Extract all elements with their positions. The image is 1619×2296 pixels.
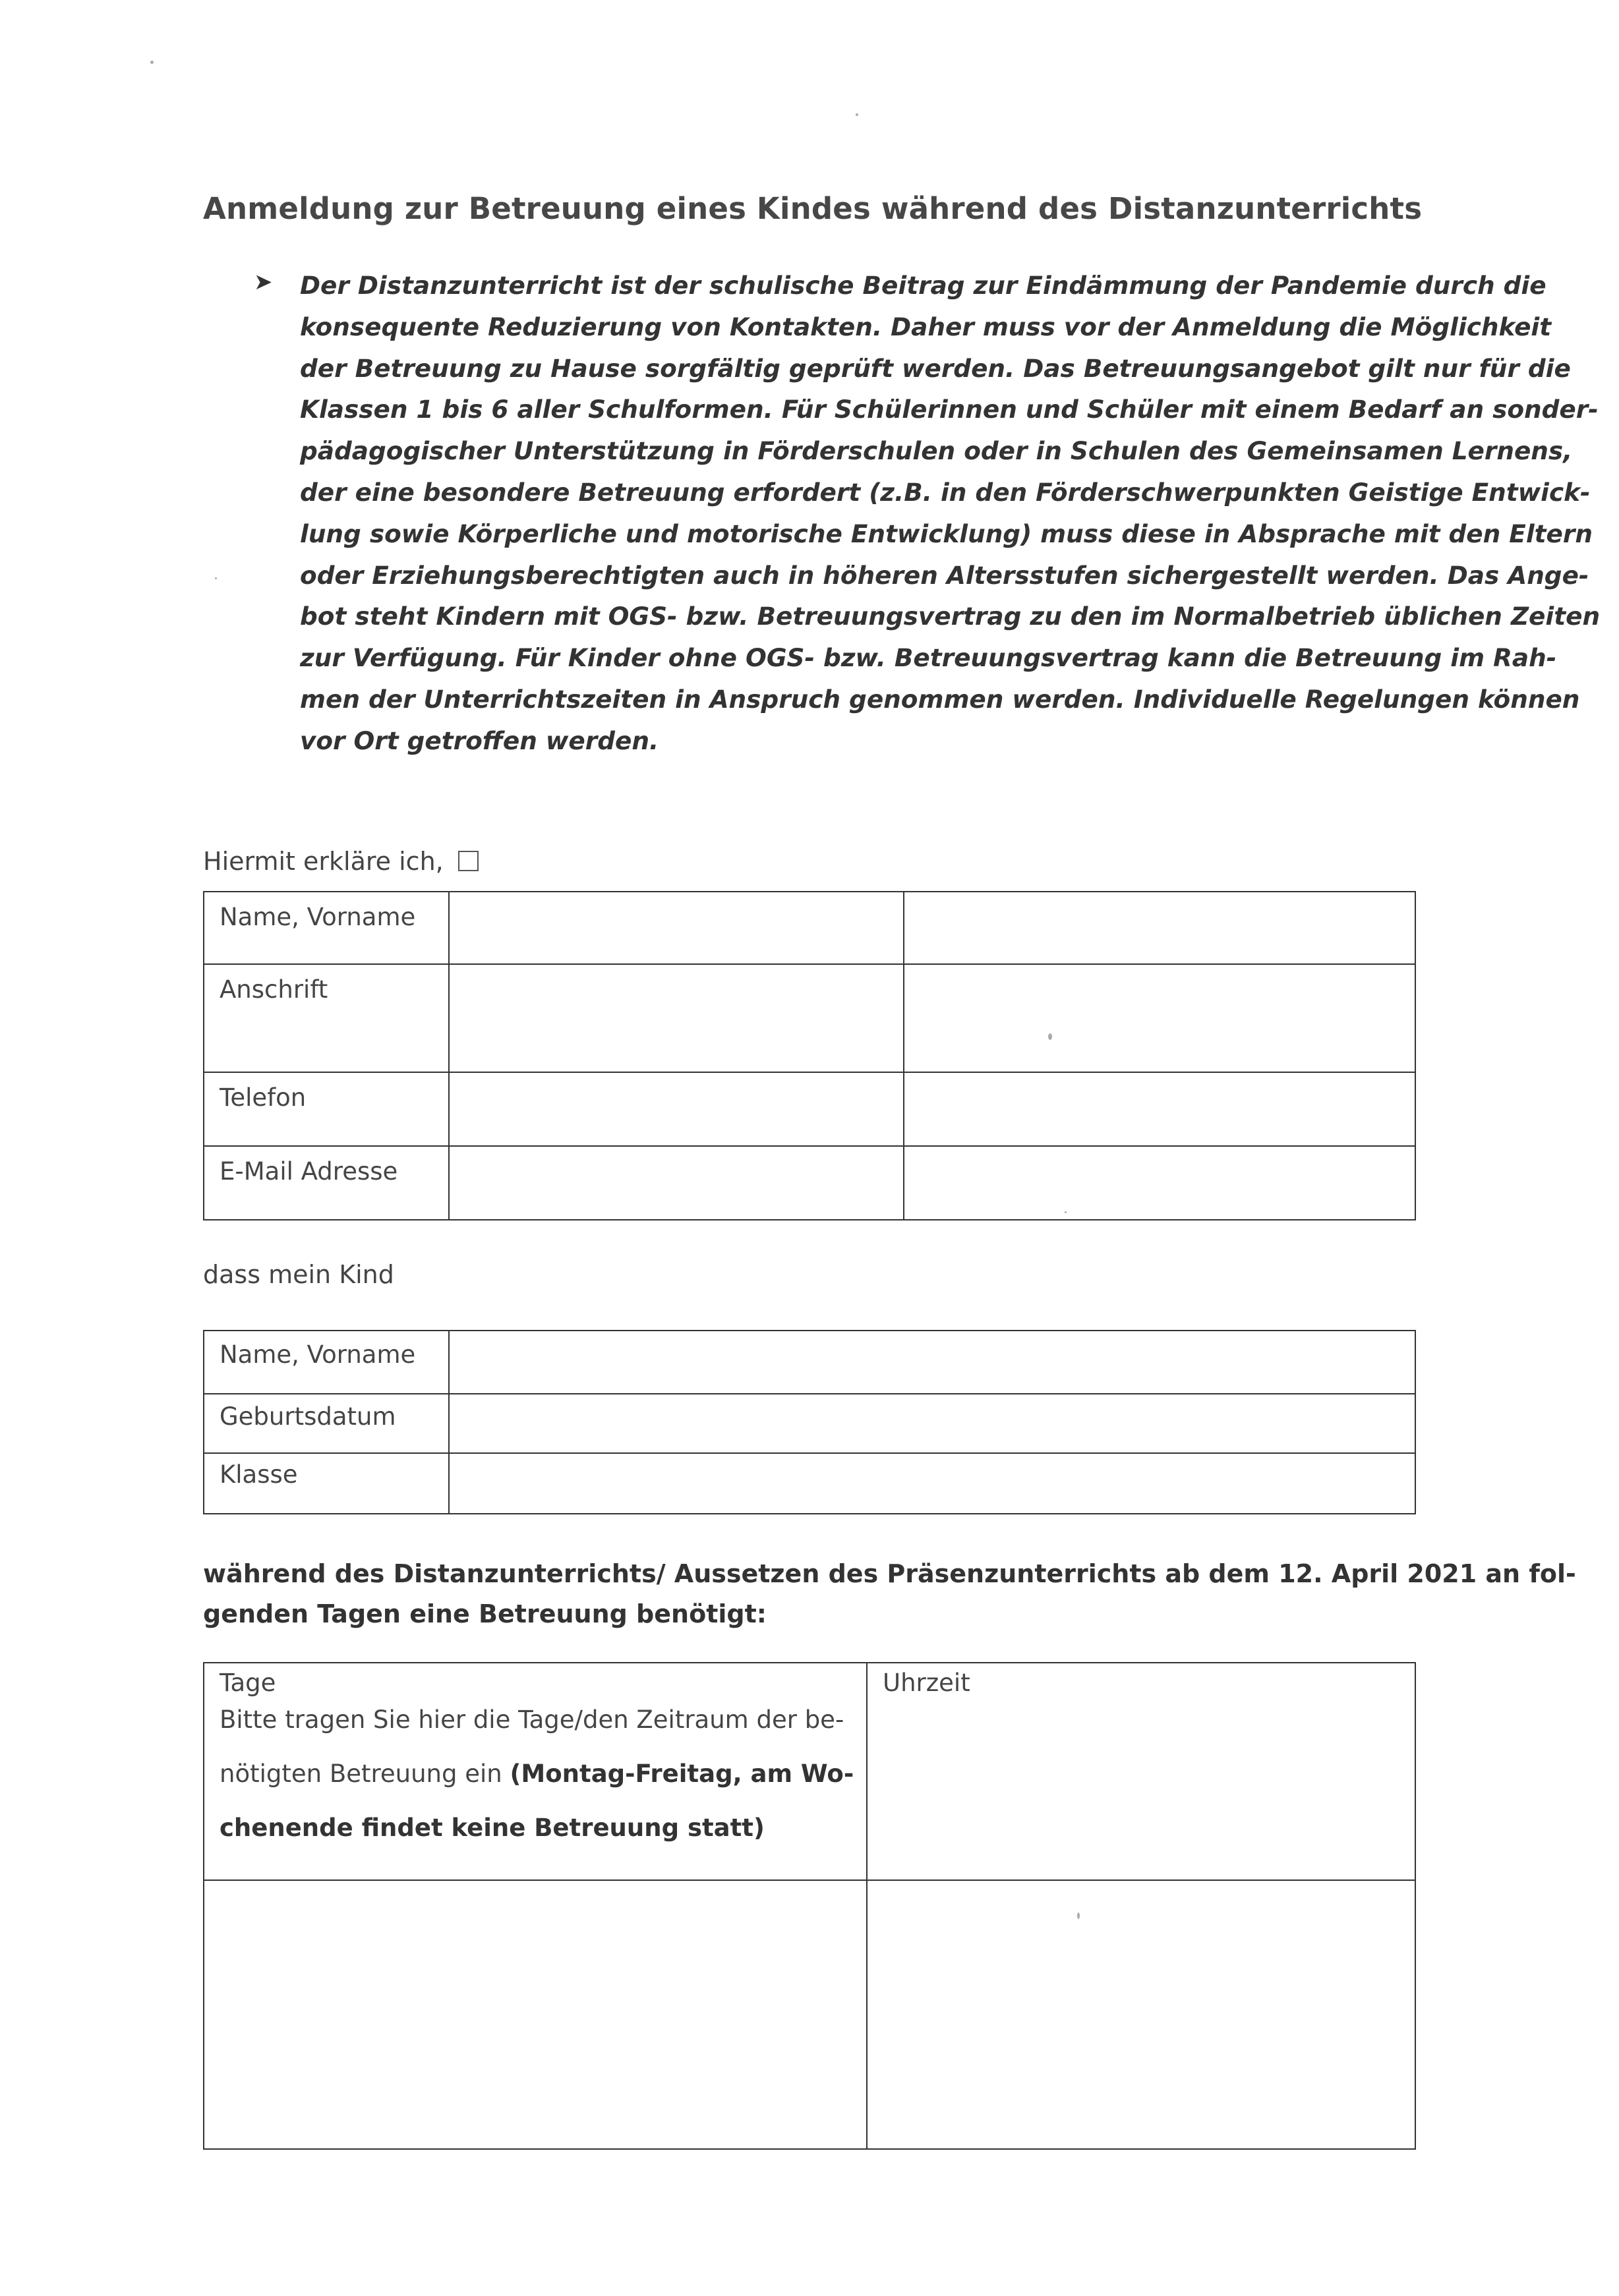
- intro-line: bot steht Kindern mit OGS- bzw. Betreuungsvertrag zu den im Normalbetrieb üblichen Zeiten: [300, 602, 1601, 631]
- needs-line-2: genden Tagen eine Betreuung benötigt:: [203, 1599, 767, 1628]
- checkbox-icon[interactable]: [458, 851, 479, 871]
- child-birthdate-label: Geburtsdatum: [220, 1402, 396, 1431]
- days-hint-line-3: chenende findet keine Betreuung statt): [220, 1814, 765, 1842]
- time-entry-input[interactable]: [868, 1881, 1415, 2148]
- child-name-input[interactable]: [450, 1331, 1415, 1393]
- parent-name-input[interactable]: [450, 892, 903, 963]
- parent-phone-input-2[interactable]: [904, 1073, 1415, 1145]
- days-hint-bold: (Montag-Freitag, am Wo-: [510, 1760, 854, 1788]
- child-table: [203, 1330, 1416, 1514]
- days-hint-line-2: [220, 1747, 866, 1801]
- intro-line: vor Ort getroffen werden.: [300, 726, 659, 755]
- arrow-bullet-icon: ➤: [254, 269, 273, 295]
- child-class-label: Klasse: [220, 1460, 298, 1489]
- declaration-label: Hiermit erkläre ich,: [203, 847, 444, 876]
- form-title: Anmeldung zur Betreuung eines Kindes während des Distanzunterrichts: [203, 191, 1423, 226]
- intro-line: zur Verfügung. Für Kinder ohne OGS- bzw. Betreuungsvertrag kann die Betreuung im Rah-: [300, 643, 1557, 673]
- parent-phone-label: Telefon: [220, 1083, 307, 1112]
- child-class-input[interactable]: [450, 1454, 1415, 1513]
- days-entry-input[interactable]: [204, 1881, 866, 2148]
- parent-phone-input[interactable]: [450, 1073, 903, 1145]
- days-hint: [220, 1693, 866, 1855]
- child-name-label: Name, Vorname: [220, 1340, 416, 1369]
- parent-address-input[interactable]: [450, 965, 903, 1072]
- days-hint-line-1: Bitte tragen Sie hier die Tage/den Zeitraum der be-: [220, 1706, 844, 1734]
- intro-line: der eine besondere Betreuung erfordert (z.B. in den Förderschwerpunkten Geistige Entwick-: [300, 477, 1591, 507]
- intro-line: oder Erziehungsberechtigten auch in höheren Altersstufen sichergestellt werden. Das Ange-: [300, 560, 1589, 590]
- intro-line: Klassen 1 bis 6 aller Schulformen. Für Schülerinnen und Schüler mit einem Bedarf an sonder-: [300, 395, 1599, 424]
- parent-email-input[interactable]: [450, 1147, 903, 1219]
- child-intro-label: dass mein Kind: [203, 1260, 394, 1289]
- days-hint-plain: nötigten Betreuung ein: [220, 1760, 510, 1788]
- intro-line: men der Unterrichtszeiten in Anspruch genommen werden. Individuelle Regelungen können: [300, 684, 1580, 714]
- intro-line: lung sowie Körperliche und motorische Entwicklung) muss diese in Absprache mit den Eltern: [300, 519, 1593, 548]
- needs-line-1: während des Distanzunterrichts/ Aussetzen des Präsenzunterrichts ab dem 12. April 2021 an fol-: [203, 1559, 1576, 1588]
- intro-paragraph: [300, 265, 1601, 762]
- parent-name-input-2[interactable]: [904, 892, 1415, 963]
- time-column-title: Uhrzeit: [883, 1669, 970, 1697]
- parent-address-label: Anschrift: [220, 975, 328, 1004]
- days-header-cell: [204, 1663, 866, 1880]
- child-birthdate-input[interactable]: [450, 1394, 1415, 1452]
- declaration-line: [203, 847, 479, 876]
- intro-line: Der Distanzunterricht ist der schulische Beitrag zur Eindämmung der Pandemie durch die: [300, 271, 1546, 300]
- schedule-table: [203, 1662, 1416, 2150]
- intro-line: der Betreuung zu Hause sorgfältig geprüft werden. Das Betreuungsangebot gilt nur für die: [300, 353, 1571, 383]
- parent-table: [203, 891, 1416, 1220]
- needs-statement: [203, 1554, 1576, 1634]
- parent-email-label: E-Mail Adresse: [220, 1157, 398, 1186]
- intro-line: konsequente Reduzierung von Kontakten. Daher muss vor der Anmeldung die Möglichkeit: [300, 312, 1552, 341]
- days-column-title: Tage: [220, 1669, 276, 1697]
- parent-address-input-2[interactable]: [904, 965, 1415, 1072]
- parent-email-input-2[interactable]: [904, 1147, 1415, 1219]
- parent-name-label: Name, Vorname: [220, 903, 416, 931]
- intro-line: pädagogischer Unterstützung in Förderschulen oder in Schulen des Gemeinsamen Lernens,: [300, 436, 1573, 466]
